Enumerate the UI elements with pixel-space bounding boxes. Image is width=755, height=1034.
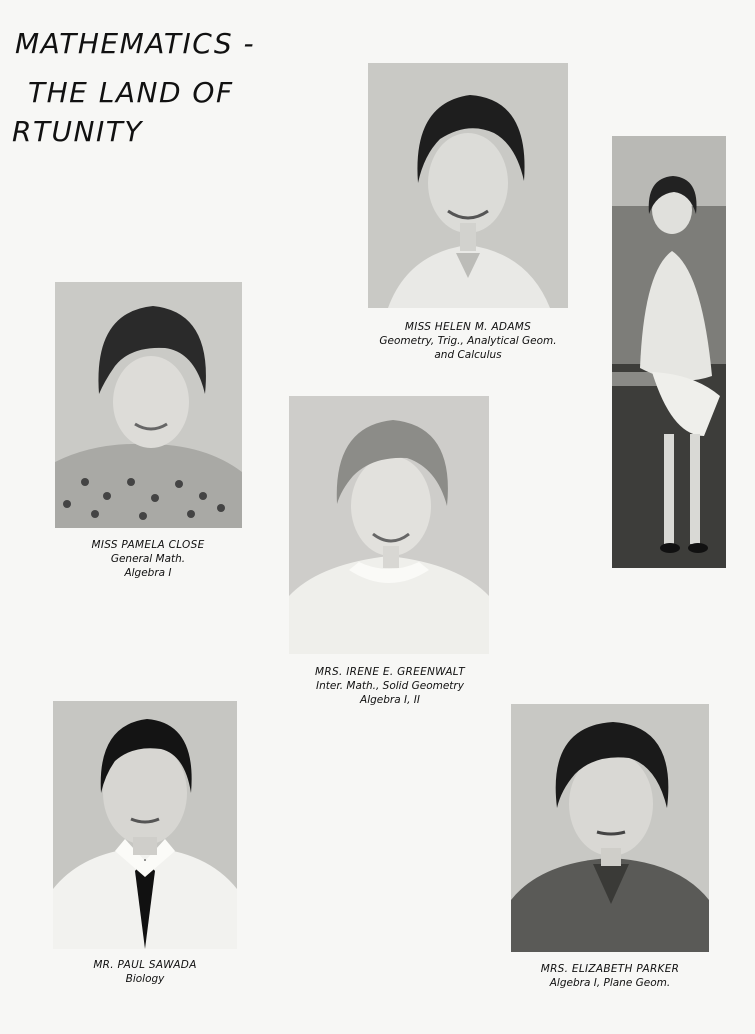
teacher-subjects: Algebra I, Plane Geom. xyxy=(549,977,671,989)
teacher-name: MISS HELEN M. ADAMS xyxy=(404,321,532,333)
teacher-name: MISS PAMELA CLOSE xyxy=(91,539,205,551)
teacher-name: MR. PAUL SAWADA xyxy=(93,959,197,971)
candid-photo-seated-teacher xyxy=(612,136,726,568)
teacher-name: MRS. ELIZABETH PARKER xyxy=(540,963,680,975)
teacher-subjects: Geometry, Trig., Analytical Geom. xyxy=(379,335,557,347)
teacher-subjects: Inter. Math., Solid Geometry xyxy=(316,680,464,692)
teacher-name: MRS. IRENE E. GREENWALT xyxy=(315,666,465,678)
caption-pamela-close xyxy=(48,538,248,580)
teacher-subjects: Algebra I xyxy=(124,567,172,579)
portrait-paul-sawada xyxy=(53,701,237,949)
page-title-line-2: THE LAND OF xyxy=(28,76,234,109)
portrait-pamela-close xyxy=(55,282,242,528)
teacher-subjects: Algebra I, II xyxy=(360,694,420,706)
page-title-line-3: RTUNITY xyxy=(12,115,143,148)
portrait-irene-greenwalt xyxy=(289,396,489,654)
caption-helen-adams xyxy=(348,320,588,362)
caption-irene-greenwalt xyxy=(260,665,520,707)
teacher-subjects: and Calculus xyxy=(434,349,502,361)
portrait-elizabeth-parker xyxy=(511,704,709,952)
caption-elizabeth-parker xyxy=(500,962,720,990)
page-title-line-1: MATHEMATICS - xyxy=(15,27,256,60)
caption-paul-sawada xyxy=(40,958,250,986)
portrait-helen-adams xyxy=(368,63,568,308)
teacher-subjects: Biology xyxy=(125,973,165,985)
teacher-subjects: General Math. xyxy=(110,553,186,565)
